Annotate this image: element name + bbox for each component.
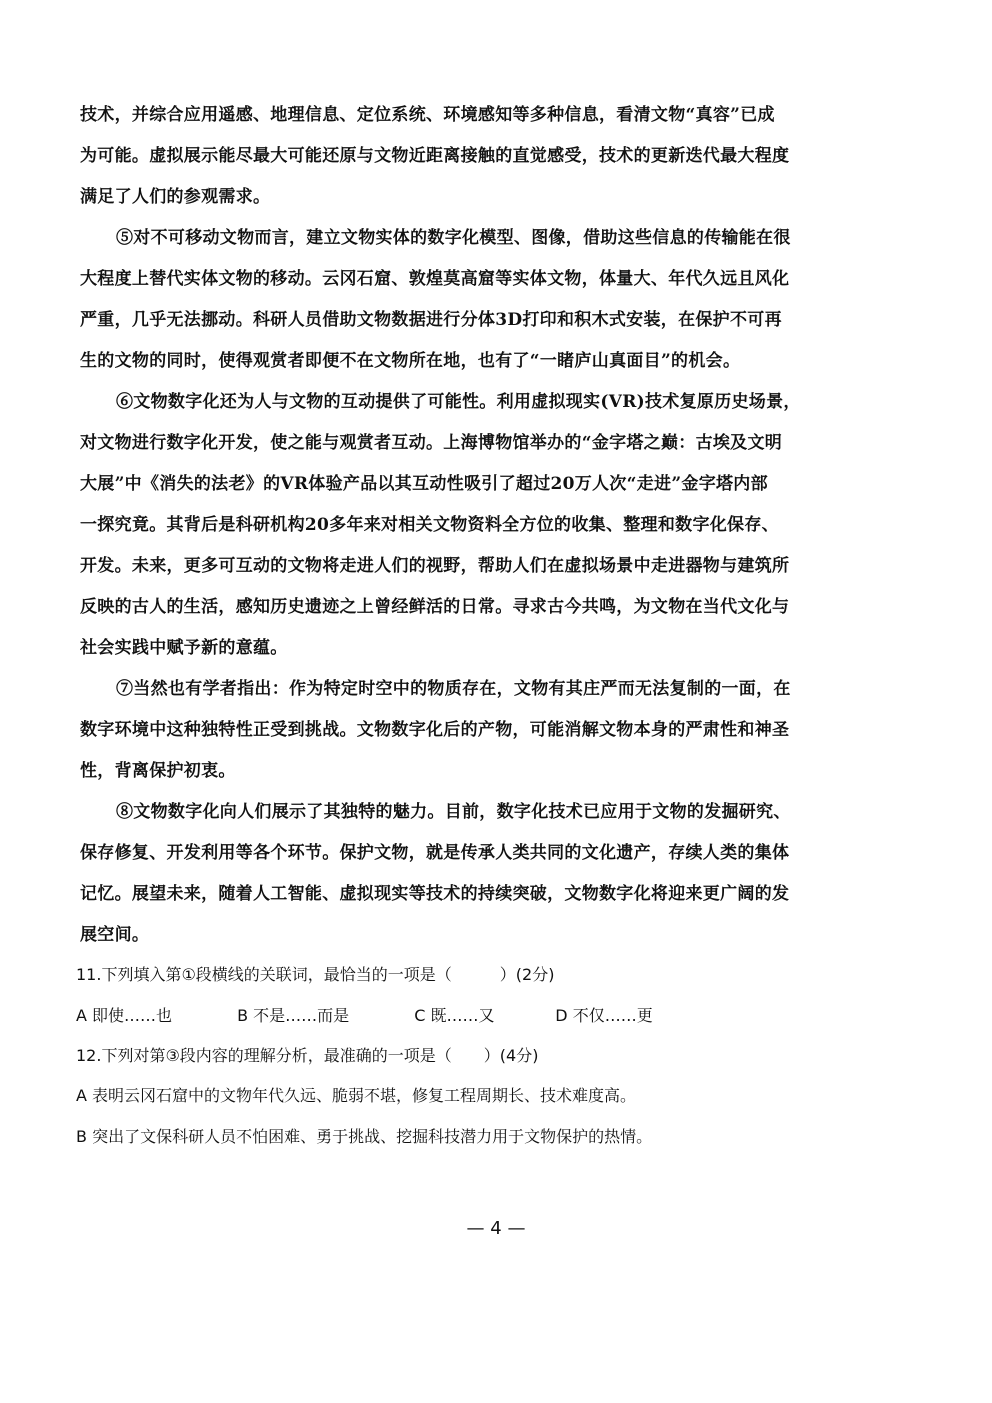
- paragraph-6-line: 开发。未来，更多可互动的文物将走进人们的视野，帮助人们在虚拟场景中走进器物与建筑所: [80, 556, 790, 576]
- paragraph-7-line: 数字环境中这种独特性正受到挑战。文物数字化后的产物，可能消解文物本身的严肃性和神圣: [80, 720, 790, 740]
- paragraph-6-line: ⑥文物数字化还为人与文物的互动提供了可能性。利用虚拟现实(VR)技术复原历史场景，: [116, 392, 801, 412]
- paragraph-8-line: 保存修复、开发利用等各个环节。保护文物，就是传承人类共同的文化遗产，存续人类的集体: [80, 843, 790, 863]
- question-11-stem: 11.下列填入第①段横线的关联词，最恰当的一项是（ ）(2分): [76, 965, 555, 984]
- paragraph-7-line: ⑦当然也有学者指出：作为特定时空中的物质存在，文物有其庄严而无法复制的一面，在: [116, 679, 791, 699]
- question-12-option-b[interactable]: B 突出了文保科研人员不怕困难、勇于挑战、挖掘科技潜力用于文物保护的热情。: [76, 1127, 653, 1146]
- page-number: — 4 —: [466, 1218, 526, 1239]
- question-12-option-a[interactable]: A 表明云冈石窟中的文物年代久远、脆弱不堪，修复工程周期长、技术难度高。: [76, 1086, 637, 1105]
- paragraph-6-line: 大展”中《消失的法老》的VR体验产品以其互动性吸引了超过20万人次“走进”金字塔内部: [80, 474, 768, 494]
- paragraph-8-line: ⑧文物数字化向人们展示了其独特的魅力。目前，数字化技术已应用于文物的发掘研究、: [116, 802, 791, 822]
- paragraph-7-line: 性，背离保护初衷。: [80, 761, 236, 781]
- paragraph-5-line: ⑤对不可移动文物而言，建立文物实体的数字化模型、图像，借助这些信息的传输能在很: [116, 228, 791, 248]
- option-c[interactable]: C 既……又: [414, 1006, 495, 1025]
- option-d[interactable]: D 不仅……更: [555, 1006, 653, 1025]
- question-11-options: [76, 1005, 856, 1027]
- paragraph-6-line: 一探究竟。其背后是科研机构20多年来对相关文物资料全方位的收集、整理和数字化保存、: [80, 515, 779, 535]
- paragraph-6-line: 反映的古人的生活，感知历史遗迹之上曾经鲜活的日常。寻求古今共鸣，为文物在当代文化与: [80, 597, 790, 617]
- paragraph-5-line: 严重，几乎无法挪动。科研人员借助文物数据进行分体3D打印和积木式安装，在保护不可再: [80, 310, 782, 330]
- paragraph-8-line: 记忆。展望未来，随着人工智能、虚拟现实等技术的持续突破，文物数字化将迎来更广阔的发: [80, 884, 790, 904]
- option-a[interactable]: A 即使……也: [76, 1006, 173, 1025]
- paragraph-8-line: 展空间。: [80, 925, 150, 945]
- paragraph-6-line: 社会实践中赋予新的意蕴。: [80, 638, 288, 658]
- passage-line: 技术，并综合应用遥感、地理信息、定位系统、环境感知等多种信息，看清文物“真容”已成: [80, 105, 775, 125]
- paragraph-5-line: 生的文物的同时，使得观赏者即便不在文物所在地，也有了“一睹庐山真面目”的机会。: [80, 351, 741, 371]
- paragraph-6-line: 对文物进行数字化开发，使之能与观赏者互动。上海博物馆举办的“金字塔之巅：古埃及文明: [80, 433, 783, 453]
- option-b[interactable]: B 不是……而是: [237, 1006, 350, 1025]
- passage-line: 满足了人们的参观需求。: [80, 187, 271, 207]
- paragraph-5-line: 大程度上替代实体文物的移动。云冈石窟、敦煌莫高窟等实体文物，体量大、年代久远且风化: [80, 269, 790, 289]
- question-12-stem: 12.下列对第③段内容的理解分析，最准确的一项是（ ）(4分): [76, 1046, 539, 1065]
- passage-line: 为可能。虚拟展示能尽最大可能还原与文物近距离接触的直觉感受，技术的更新迭代最大程度: [80, 146, 790, 166]
